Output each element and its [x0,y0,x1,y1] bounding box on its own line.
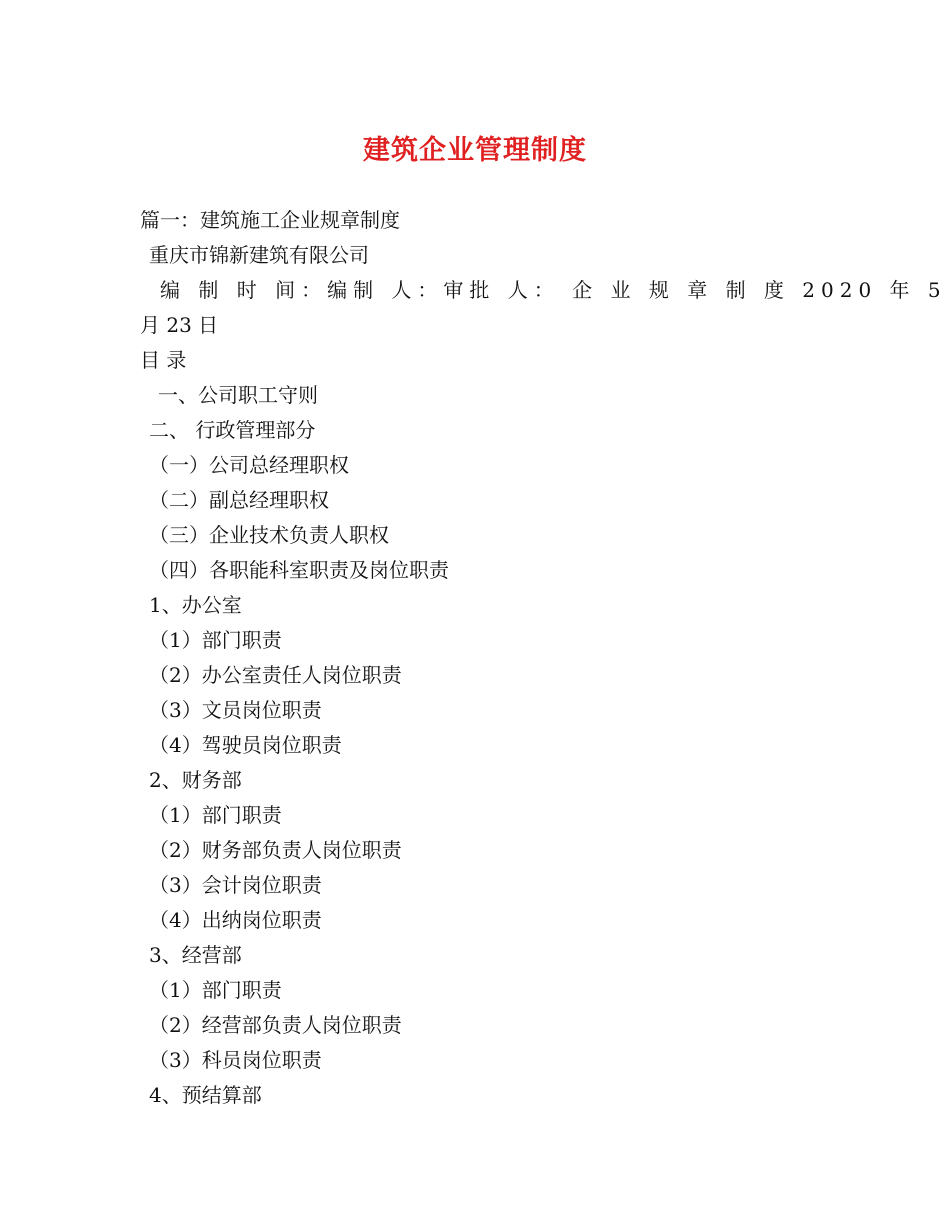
document-line: （2）经营部负责人岗位职责 [149,1013,402,1037]
document-title: 建筑企业管理制度 [363,135,587,166]
document-line: （2）办公室责任人岗位职责 [149,663,402,687]
document-line: 编 制 时 间：编制 人：审批 人： 企 业 规 章 制 度 2020 年 5 [160,278,947,302]
document-line: （1）部门职责 [149,978,282,1002]
document-line: 篇一：建筑施工企业规章制度 [140,208,400,232]
document-line: （3）会计岗位职责 [149,873,322,897]
document-line: 4、预结算部 [149,1083,262,1107]
document-line: 1、办公室 [149,593,242,617]
document-line: （二）副总经理职权 [149,488,329,512]
document-line: （1）部门职责 [149,628,282,652]
document-line: （四）各职能科室职责及岗位职责 [149,558,449,582]
document-line: 二、 行政管理部分 [149,418,316,442]
document-line: （一）公司总经理职权 [149,453,349,477]
document-line: （2）财务部负责人岗位职责 [149,838,402,862]
document-line: （3）文员岗位职责 [149,698,322,722]
document-line: （4）驾驶员岗位职责 [149,733,342,757]
document-line: （1）部门职责 [149,803,282,827]
document-line: （三）企业技术负责人职权 [149,523,389,547]
document-line: （4）出纳岗位职责 [149,908,322,932]
document-line: 重庆市锦新建筑有限公司 [149,243,369,267]
document-line: 一、公司职工守则 [158,383,318,407]
document-line: （3）科员岗位职责 [149,1048,322,1072]
document-line: 3、经营部 [149,943,242,967]
document-line: 2、财务部 [149,768,242,792]
document-body [140,203,947,1113]
document-line: 目 录 [140,348,187,372]
document-line: 月 23 日 [140,313,219,337]
